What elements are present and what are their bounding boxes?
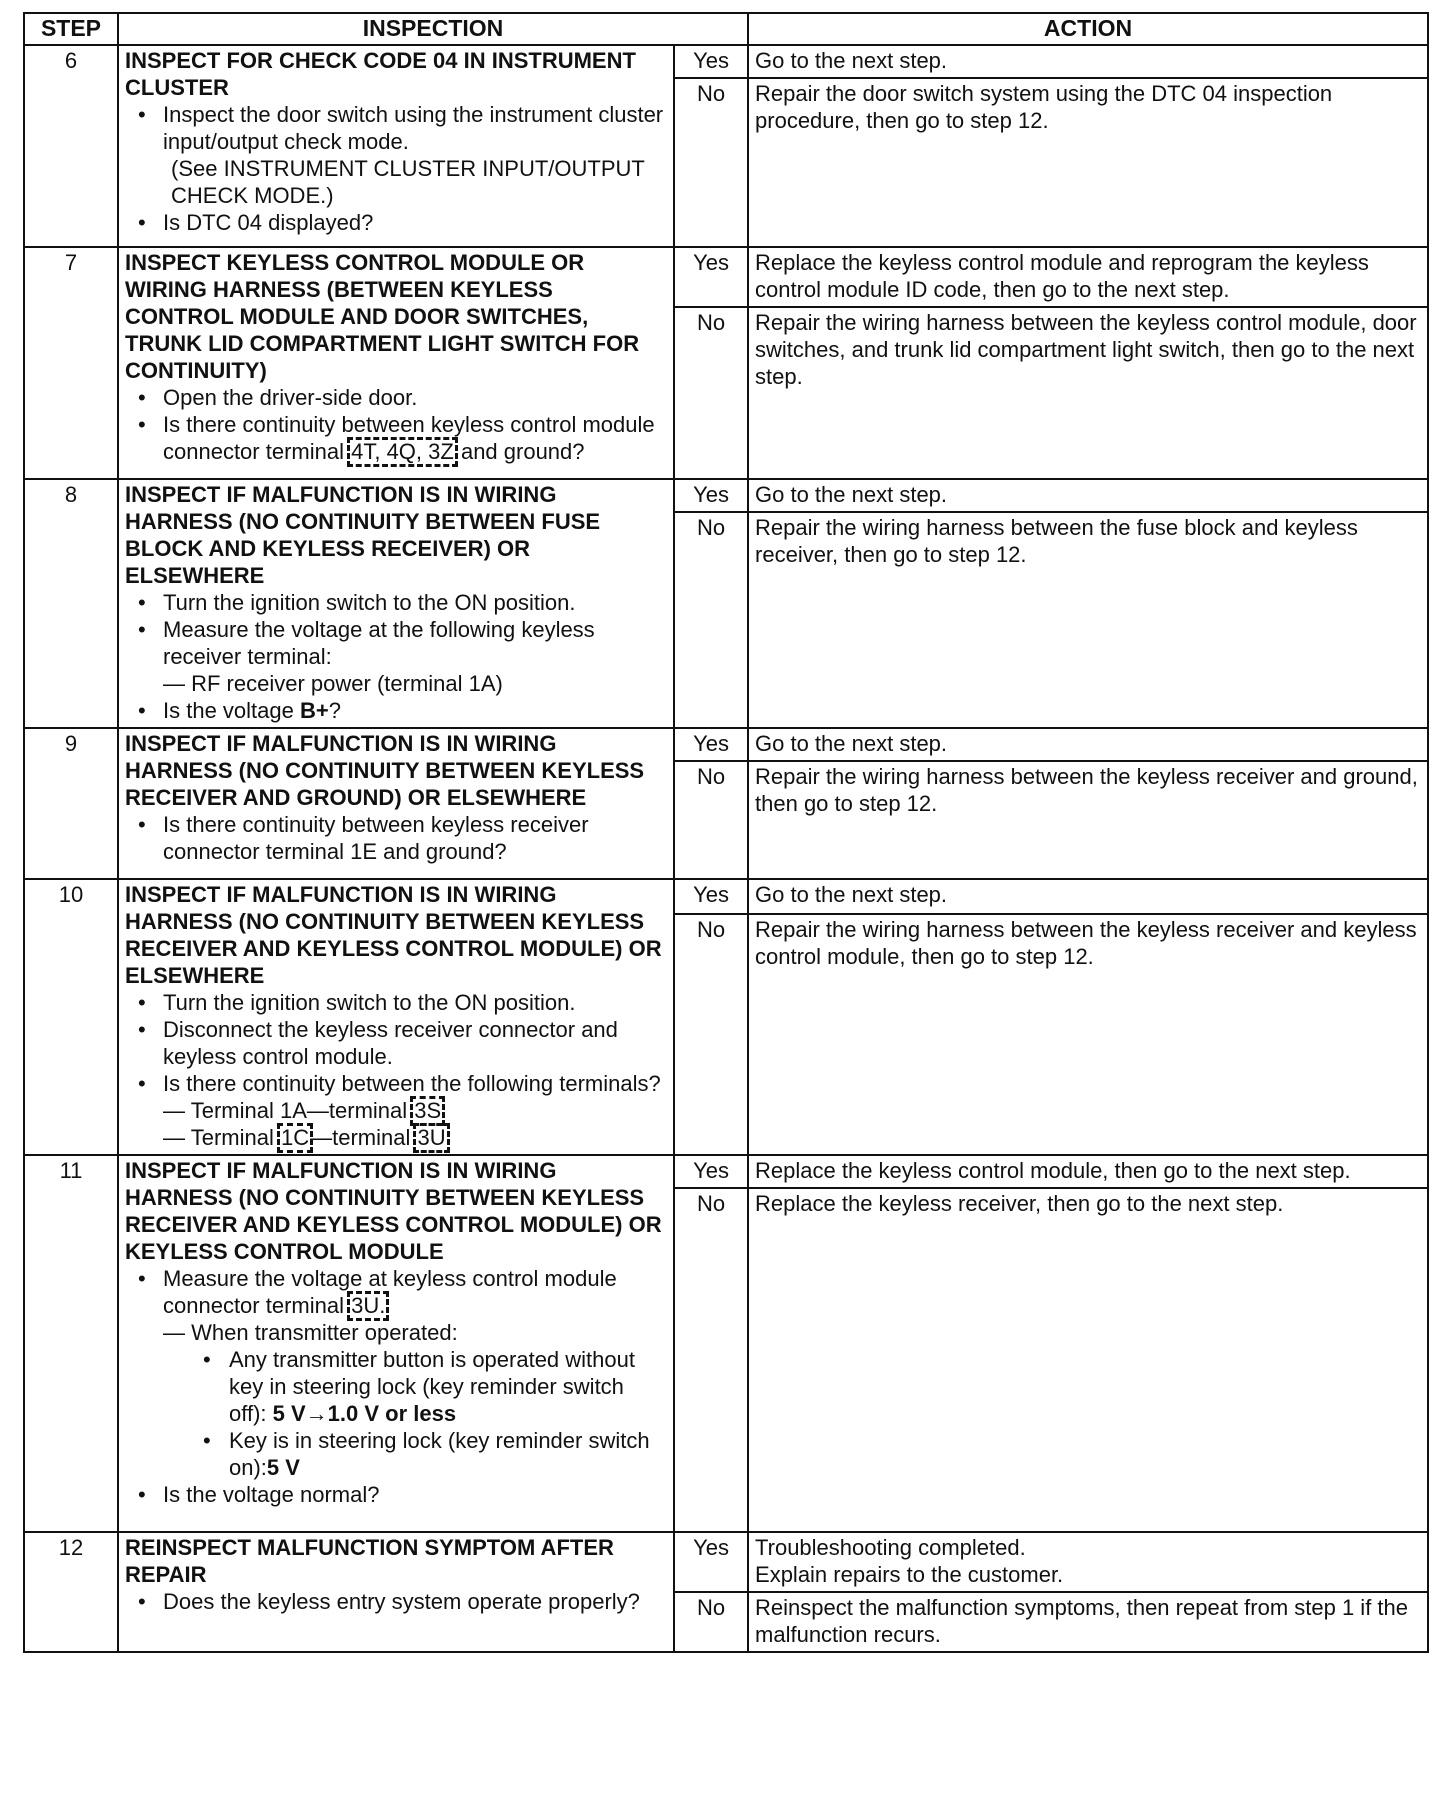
step-inspection	[118, 879, 674, 1155]
header-action: ACTION	[748, 13, 1428, 45]
inspection-text: Is there continuity between the following terminals?	[163, 1071, 661, 1096]
yes-label: Yes	[674, 879, 748, 914]
yes-label: Yes	[674, 728, 748, 761]
no-label: No	[674, 761, 748, 879]
yes-label: Yes	[674, 1532, 748, 1592]
inspection-note: (See INSTRUMENT CLUSTER INPUT/OUTPUT CHECK MODE.)	[171, 156, 645, 208]
step-number: 10	[24, 879, 118, 1155]
yes-action: Go to the next step.	[748, 728, 1428, 761]
inspection-item: • Does the keyless entry system operate properly?	[163, 1588, 667, 1615]
yes-action: Go to the next step.	[748, 45, 1428, 78]
inspection-text: and ground?	[460, 439, 585, 464]
step-inspection	[118, 1532, 674, 1652]
inspection-item	[163, 1070, 667, 1151]
inspection-text: Measure the voltage at the following keyless receiver terminal:	[163, 617, 595, 669]
inspection-item	[163, 1265, 667, 1481]
header-step: STEP	[24, 13, 118, 45]
step-title: REINSPECT MALFUNCTION SYMPTOM AFTER REPAIR	[125, 1535, 614, 1587]
inspection-item: • Is the voltage normal?	[163, 1481, 667, 1508]
yes-action: Replace the keyless control module, then go to the next step.	[748, 1155, 1428, 1188]
yes-label: Yes	[674, 247, 748, 307]
yes-action: Replace the keyless control module and reprogram the keyless control module ID code, then go to the next step.	[748, 247, 1428, 307]
inspection-subitem: — RF receiver power (terminal 1A)	[163, 671, 503, 696]
step-number: 6	[24, 45, 118, 247]
step-inspection	[118, 479, 674, 728]
inspection-item: • Is there continuity between keyless receiver connector terminal 1E and ground?	[163, 811, 667, 865]
terminal-callout: 3U.	[351, 1293, 386, 1318]
inspection-text: Key is in steering lock (key reminder switch on):	[229, 1428, 650, 1480]
step-number: 12	[24, 1532, 118, 1652]
yes-label: Yes	[674, 479, 748, 512]
inspection-sublist	[163, 1346, 667, 1481]
no-label: No	[674, 1188, 748, 1532]
inspection-text: —terminal	[306, 1098, 408, 1123]
no-action: Replace the keyless receiver, then go to the next step.	[748, 1188, 1428, 1532]
no-action: Repair the wiring harness between the keyless receiver and keyless control module, then go to step 12.	[748, 914, 1428, 1155]
inspection-subitem	[163, 1097, 667, 1124]
step-12-yes-row	[24, 1532, 1428, 1592]
no-label: No	[674, 1592, 748, 1652]
yes-action-line: Explain repairs to the customer.	[755, 1562, 1064, 1587]
inspection-subitem	[229, 1346, 667, 1427]
inspection-item	[163, 616, 667, 697]
no-action: Repair the wiring harness between the keyless receiver and ground, then go to step 12.	[748, 761, 1428, 879]
no-label: No	[674, 78, 748, 247]
step-8-yes-row	[24, 479, 1428, 512]
inspection-item: • Turn the ignition switch to the ON position.	[163, 589, 667, 616]
terminal-callout: 4T, 4Q, 3Z	[351, 439, 454, 464]
inspection-text: Inspect the door switch using the instrument cluster input/output check mode.	[163, 102, 664, 154]
step-title: INSPECT IF MALFUNCTION IS IN WIRING HARNESS (NO CONTINUITY BETWEEN KEYLESS RECEIVER AND KEYLESS CONTROL MODULE) OR ELSEWHERE	[125, 882, 662, 988]
inspection-list	[125, 384, 667, 465]
inspection-list	[125, 811, 667, 865]
inspection-text: ?	[328, 698, 341, 723]
inspection-subitem	[163, 1124, 667, 1151]
step-title: INSPECT IF MALFUNCTION IS IN WIRING HARNESS (NO CONTINUITY BETWEEN KEYLESS RECEIVER AND KEYLESS CONTROL MODULE) OR KEYLESS CONTROL MODULE	[125, 1158, 662, 1264]
voltage-value: B+	[300, 698, 329, 723]
yes-label: Yes	[674, 1155, 748, 1188]
no-label: No	[674, 307, 748, 479]
header-inspection: INSPECTION	[118, 13, 748, 45]
terminal-callout: 1C	[280, 1125, 310, 1150]
step-number: 7	[24, 247, 118, 479]
inspection-list	[125, 589, 667, 724]
no-label: No	[674, 512, 748, 728]
step-inspection	[118, 45, 674, 247]
step-10-yes-row	[24, 879, 1428, 914]
terminal-value: 1A	[279, 1098, 307, 1123]
step-number: 8	[24, 479, 118, 728]
step-11-yes-row	[24, 1155, 1428, 1188]
step-inspection	[118, 728, 674, 879]
troubleshooting-page	[23, 12, 1427, 1653]
step-inspection	[118, 247, 674, 479]
inspection-list	[125, 101, 667, 236]
inspection-text: Any transmitter button is operated without key in steering lock (key reminder switch off):	[229, 1347, 635, 1426]
step-number: 11	[24, 1155, 118, 1532]
no-action: Reinspect the malfunction symptoms, then repeat from step 1 if the malfunction recurs.	[748, 1592, 1428, 1652]
no-action: Repair the door switch system using the DTC 04 inspection procedure, then go to step 12.	[748, 78, 1428, 247]
inspection-item	[163, 697, 667, 724]
inspection-item: • Turn the ignition switch to the ON position.	[163, 989, 667, 1016]
voltage-value: 5 V	[266, 1455, 300, 1480]
step-title: INSPECT KEYLESS CONTROL MODULE OR WIRING HARNESS (BETWEEN KEYLESS CONTROL MODULE AND DOOR SWITCHES, TRUNK LID COMPARTMENT LIGHT SWITCH FOR CONTINUITY)	[125, 250, 640, 383]
step-7-yes-row	[24, 247, 1428, 307]
yes-action: Go to the next step.	[748, 479, 1428, 512]
inspection-text: — Terminal	[163, 1098, 274, 1123]
inspection-list	[125, 1588, 667, 1615]
inspection-text: Measure the voltage at keyless control module connector terminal	[163, 1266, 617, 1318]
yes-label: Yes	[674, 45, 748, 78]
inspection-subitem	[229, 1427, 667, 1481]
inspection-list	[125, 1265, 667, 1508]
step-inspection	[118, 1155, 674, 1532]
header-row	[24, 13, 1428, 45]
yes-action: Go to the next step.	[748, 879, 1428, 914]
step-title: INSPECT FOR CHECK CODE 04 IN INSTRUMENT CLUSTER	[125, 48, 636, 100]
no-label: No	[674, 914, 748, 1155]
inspection-text: —terminal	[310, 1125, 411, 1150]
step-number: 9	[24, 728, 118, 879]
inspection-item	[163, 101, 667, 209]
step-title: INSPECT IF MALFUNCTION IS IN WIRING HARNESS (NO CONTINUITY BETWEEN FUSE BLOCK AND KEYLESS RECEIVER) OR ELSEWHERE	[125, 482, 601, 588]
step-6-yes-row	[24, 45, 1428, 78]
inspection-item: • Open the driver-side door.	[163, 384, 667, 411]
yes-action-line: Troubleshooting completed.	[755, 1535, 1026, 1560]
voltage-value: 5 V→1.0 V or less	[272, 1401, 457, 1426]
inspection-text: Is there continuity between keyless control module connector terminal	[163, 412, 655, 464]
no-action: Repair the wiring harness between the fuse block and keyless receiver, then go to step 12.	[748, 512, 1428, 728]
inspection-item: • Is DTC 04 displayed?	[163, 209, 667, 236]
terminal-callout: 3U	[417, 1125, 446, 1150]
inspection-list	[125, 989, 667, 1151]
yes-action	[748, 1532, 1428, 1592]
step-9-yes-row	[24, 728, 1428, 761]
inspection-item: • Disconnect the keyless receiver connector and keyless control module.	[163, 1016, 667, 1070]
inspection-text: — Terminal	[163, 1125, 274, 1150]
terminal-callout: 3S	[414, 1098, 442, 1123]
step-title: INSPECT IF MALFUNCTION IS IN WIRING HARNESS (NO CONTINUITY BETWEEN KEYLESS RECEIVER AND GROUND) OR ELSEWHERE	[125, 731, 645, 810]
inspection-item	[163, 411, 667, 465]
no-action: Repair the wiring harness between the keyless control module, door switches, and trunk lid compartment light switch, then go to the next step.	[748, 307, 1428, 479]
inspection-text: Is the voltage	[163, 698, 294, 723]
troubleshooting-table	[23, 12, 1429, 1653]
inspection-subitem: — When transmitter operated:	[163, 1320, 458, 1345]
